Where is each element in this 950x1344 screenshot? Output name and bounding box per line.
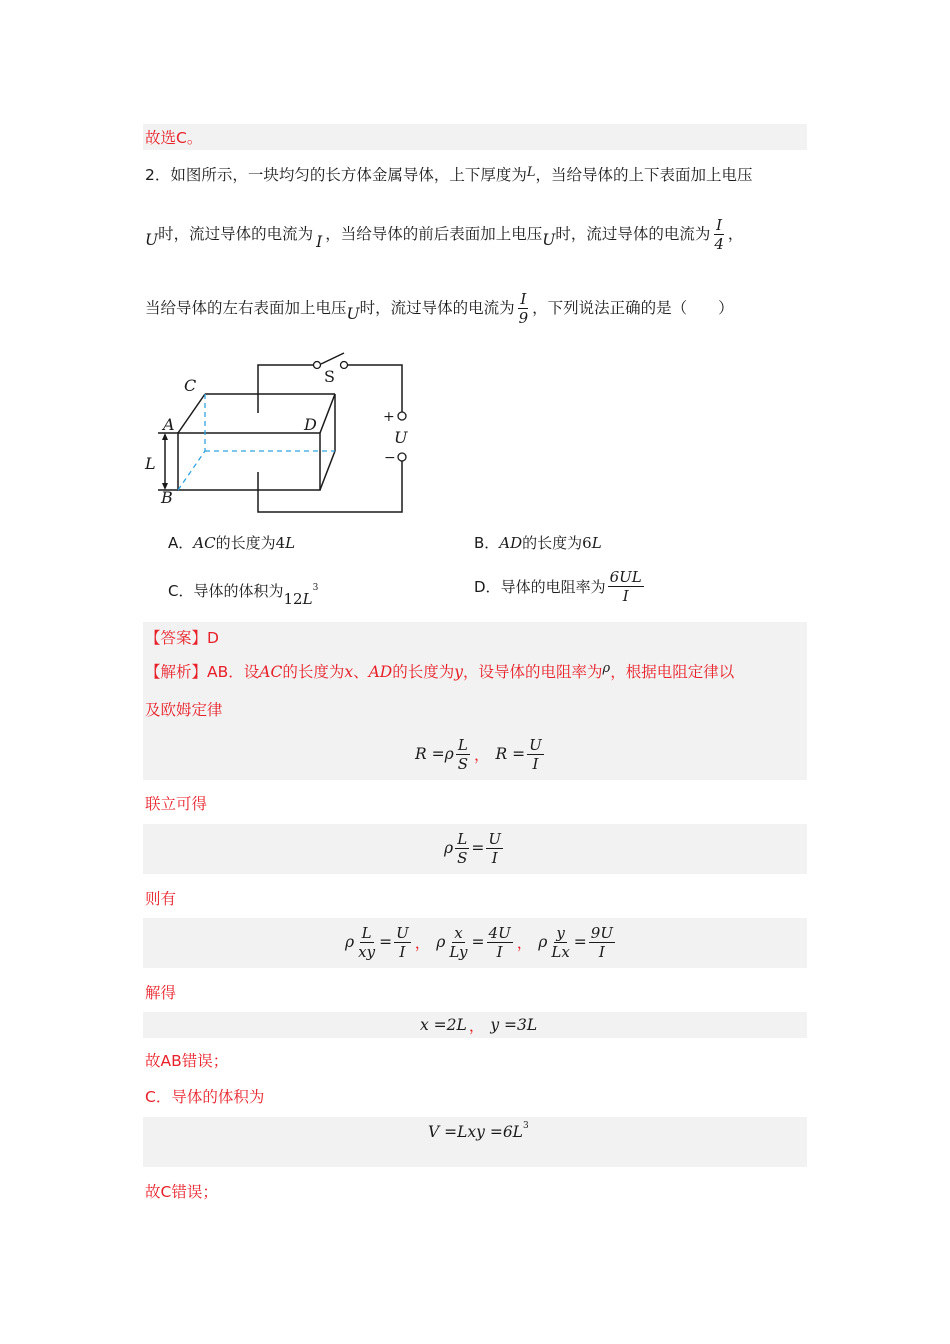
conclusion-ab: 故AB错误； — [145, 1052, 229, 1070]
box-edge — [320, 394, 335, 433]
wire-top — [258, 365, 317, 413]
equation-volume: V =Lxy =6L $^3$ — [428, 1121, 529, 1141]
question-text: ， — [727, 225, 744, 243]
var-l: L — [526, 165, 536, 180]
var-u: U — [346, 305, 360, 323]
question-text: ，下列说法正确的是（ ） — [532, 299, 734, 317]
label-b: B — [161, 488, 173, 507]
question-text: 当给导体的左右表面加上电压 — [145, 299, 347, 317]
conclusion-c: 故C错误； — [145, 1183, 218, 1201]
hidden-edge — [178, 451, 205, 490]
equation-resistance: R =ρ $\frac{L}{S}$ ， R = $\frac{U}{I}$ — [415, 735, 542, 773]
wire-right-top — [346, 365, 402, 412]
option-c[interactable]: C．导体的体积为$12L^3$ — [168, 582, 319, 608]
circuit-figure — [140, 345, 420, 520]
box-edge — [320, 451, 335, 490]
var-u: U — [542, 231, 556, 249]
fraction-i-over-4: $\frac{I}{4}$ — [714, 215, 724, 253]
fraction-6ul-over-i: $\frac{6UL}{I}$ — [609, 567, 642, 605]
question-text: 时，流过导体的电流为 — [359, 299, 515, 317]
terminal-positive — [398, 412, 406, 420]
question-text: ，当给导体的前后表面加上电压 — [325, 225, 543, 243]
question-text: 如图所示，一块均匀的长方体金属导体，上下厚度为 — [170, 166, 527, 184]
box-front-face — [178, 433, 320, 490]
answer-value: D — [207, 629, 219, 647]
analysis-line-1: 【解析】AB．设AC的长度为x、AD的长度为y，设导体的电阻率为$^\rho$，根据电阻定律以 — [145, 661, 735, 681]
part-c-heading: C．导体的体积为 — [145, 1088, 265, 1106]
step-3: 解得 — [145, 984, 177, 1002]
question-text: ，当给导体的上下表面加上电压 — [535, 166, 753, 184]
answer-line — [145, 628, 219, 648]
question-number: 2． — [145, 166, 171, 184]
step-2: 则有 — [145, 890, 177, 908]
fraction-i-over-9: $\frac{I}{9}$ — [518, 289, 529, 327]
analysis-label: 【解析】 — [145, 663, 208, 681]
terminal-negative — [398, 453, 406, 461]
label-plus: + — [383, 409, 395, 425]
answer-label: 【答案】 — [145, 629, 208, 647]
question-line-1 — [145, 165, 753, 187]
analysis-line-2: 及欧姆定律 — [145, 701, 223, 719]
box-edge — [178, 394, 205, 433]
wire-bottom — [258, 461, 402, 512]
label-s: S — [324, 367, 335, 386]
label-u: U — [394, 428, 408, 447]
label-a: A — [163, 415, 175, 434]
var-i: I — [316, 233, 323, 251]
label-c: C — [184, 376, 197, 395]
step-1: 联立可得 — [145, 795, 208, 813]
option-d[interactable]: D． 导体的电阻率为 $\frac{6UL}{I}$ — [474, 567, 642, 605]
question-line-3 — [145, 288, 734, 328]
question-text: 时，流过导体的电流为 — [158, 225, 314, 243]
prev-conclusion: 故选C。 — [145, 129, 203, 147]
question-line-2 — [145, 214, 743, 254]
equation-set: ρ $\frac{L}{xy}$ = $\frac{U}{I}$ ， ρ $\frac{x}{Ly}$ = $\frac{4U}{I}$ ， ρ $\frac{y}{Lx}$ = $\frac{9U}{I}$ — [345, 923, 613, 961]
switch-contact — [341, 362, 348, 369]
switch-blade — [321, 353, 344, 364]
label-d: D — [304, 415, 317, 434]
equation-solution: x =2L ， y =3L — [420, 1016, 538, 1035]
label-l: L — [145, 454, 156, 473]
equation-combined: ρ $\frac{L}{S}$ = $\frac{U}{I}$ — [444, 829, 502, 867]
label-minus: − — [384, 450, 396, 466]
switch-contact — [314, 362, 321, 369]
var-u: U — [145, 231, 159, 249]
prev-conclusion-band — [143, 124, 807, 150]
question-text: 时，流过导体的电流为 — [555, 225, 711, 243]
option-b[interactable]: B．AD的长度为6L — [474, 534, 602, 552]
option-a[interactable]: A．AC的长度为4L — [168, 534, 296, 552]
